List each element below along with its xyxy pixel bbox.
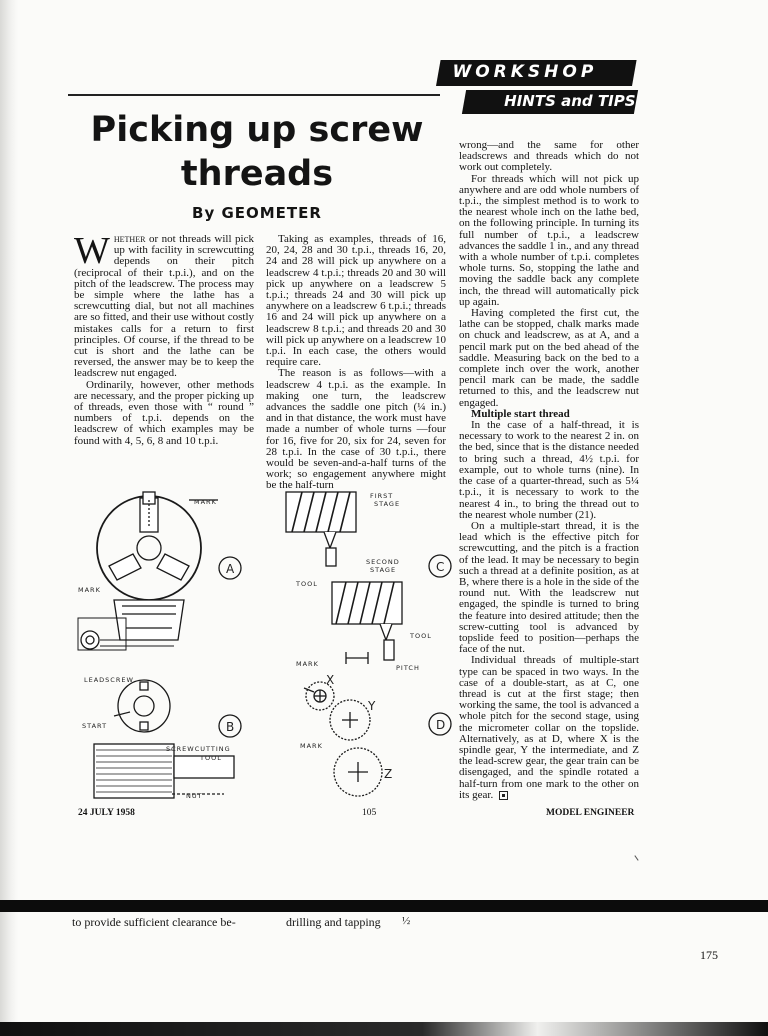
next-page-fragment-3: ½ xyxy=(402,915,411,927)
column-3-paragraph-1: wrong—and the same for other leadscrews and threads which do not work out completely. xyxy=(459,139,639,174)
banner-bottom-text: HINTS and TIPS xyxy=(504,92,636,110)
column-2-paragraph-1: Taking as examples, threads of 16, 20, 24, 28 and 30 t.p.i., threads 16, 20, 24 and 28 will pick up anywhere on a leadscrew 4 t.p.i.; threads 20 and 30 will pick up anywhere on a leadscrew 5 t.p.i.; threads 24 and 30 will pick up anywhere on a leadscrew 6 t.p.i.; threads 16 and 24 will pick up anywhere on a leadscrew 8 t.p.i.; and threads 20 and 30 will pick up anywhere on a leadscrew 10 t.p.i. In each case, the others would require care. xyxy=(266,233,446,369)
label-screwcutting: SCREWCUTTING xyxy=(166,745,231,753)
column-1-paragraph-1-text: or not threads will pick up with facility in screwcutting depends on their pitch (reciprocal of their t.p.i.), and on the pitch of the leadscrew. The process may be simple where the lathe has a screwcutting dial, but not all machines are so fitted, and their use without costly mistakes calls for a return to first principles. Of course, if the thread to be cut is short and the lathe can be reversed, the answer may be to keep the leadscrew nut engaged. xyxy=(74,233,254,380)
thread-stages-drawing xyxy=(286,492,402,664)
label-nut: NUT xyxy=(186,792,203,800)
label-mark-d2: MARK xyxy=(300,742,323,750)
label-tool-c1: TOOL xyxy=(296,580,318,588)
column-3-paragraph-4: In the case of a half-thread, it is necessary to work to the nearest 2 in. on the bed, since that is the distance needed to bring such a thread, 4½ t.p.i. for example, out to whole turns (nine). In the case of a quarter-thread, such as 5¼ t.p.i., it is necessary to work to the nearest 4 in., to bring the thread out to the nearest whole number (21). xyxy=(459,419,639,521)
footer-date: 24 JULY 1958 xyxy=(78,808,135,818)
label-first-stage: STAGE xyxy=(374,500,401,508)
end-mark-icon xyxy=(499,791,508,800)
label-leadscrew: LEADSCREW xyxy=(84,676,134,684)
column-3-paragraph-3: Having completed the first cut, the lathe can be stopped, chalk marks made on chuck and leadscrew, as at A, and a pencil mark put on the bed ahead of the saddle. Measuring back on the bed to a complete inch over the work, another pencil mark can be made, the saddle returned to this, and the leadscrew nut engaged. xyxy=(459,307,639,409)
next-page-fragment-2: drilling and tapping xyxy=(286,915,381,929)
column-1-paragraph-2: Ordinarily, however, other methods are necessary, and the proper picking up of threads, even those with “ round ” numbers of t.p.i. depends on the leadscrew of which examples may be found with 4, 5, 6, 8 and 10 t.p.i. xyxy=(74,378,254,447)
label-first: FIRST xyxy=(370,492,394,500)
scan-edge xyxy=(0,0,18,1036)
label-second-stage: STAGE xyxy=(370,566,397,574)
label-tool-c2: TOOL xyxy=(410,632,432,640)
drop-cap: W xyxy=(74,230,110,272)
subheading-multiple-start: Multiple start thread xyxy=(471,407,570,420)
article-column-3 xyxy=(459,140,639,801)
column-3-paragraph-2: For threads which will not pick up anywhere and are odd whole numbers of t.p.i., the simplest method is to work to the nearest whole inch on the lathe bed, on the following principle. In turning its full number of t.p.i., a leadscrew advances the saddle 1 in., and any thread with a whole number of t.p.i. completes whole turns. So, stopping the lathe and moving the saddle back any complete inch, the thread will automatically pick up again. xyxy=(459,172,639,308)
column-1-paragraph-1 xyxy=(74,230,254,380)
round-nut-drawing xyxy=(94,680,234,798)
illustration xyxy=(74,488,454,808)
article-byline: By GEOMETER xyxy=(192,204,322,222)
label-y: Y xyxy=(368,699,376,713)
footer-page-number: 105 xyxy=(362,808,377,818)
label-z: Z xyxy=(384,767,393,781)
lead-smallcaps: hether xyxy=(113,233,146,245)
article-column-1 xyxy=(74,230,254,447)
article-column-2 xyxy=(266,234,446,492)
section-banner xyxy=(436,60,636,120)
label-pitch: PITCH xyxy=(396,664,420,672)
label-start: START xyxy=(82,722,108,730)
label-x: X xyxy=(326,673,335,687)
label-circle-d: D xyxy=(436,718,446,732)
column-3-paragraph-6-text: Individual threads of multiple-start type can be spaced in two ways. In the case of a double-start, as at C, one thread is cut at the first stage; then working the same, the tool is advanced a whole pitch for the second stage, using the micrometer collar on the topslide. Alternatively, as at D, where X is the spindle gear, Y the intermediate, and Z the lead-screw gear, the gear train can be disengaged, and the spindle rotated a half-turn from one mark to the other on its gear. xyxy=(459,654,639,801)
banner-bottom xyxy=(462,90,638,114)
article-title: Picking up screw threads xyxy=(90,110,424,194)
column-3-paragraph-5: On a multiple-start thread, it is the lead which is the effective pitch for screwcutting, and the pitch is a fraction of the lead. It may be necessary to begin such a thread at a definite position, as at B, where there is a hole in the side of the round nut. With the leadscrew nut engaged, the spindle is turned to bring the feature into desired attitude; then the screw-cutting tool is advanced by topslide feed to position—perhaps the face of the nut. xyxy=(459,519,639,656)
label-circle-c: C xyxy=(436,560,445,574)
page-bottom-band xyxy=(0,1022,768,1036)
label-second: SECOND xyxy=(366,558,400,566)
page-edge-band xyxy=(0,900,768,912)
footer-magazine: MODEL ENGINEER xyxy=(546,808,635,818)
label-mark-left: MARK xyxy=(78,586,101,594)
banner-top-text: WORKSHOP xyxy=(452,62,598,82)
next-page-fragment-1: to provide sufficient clearance be- xyxy=(72,915,236,929)
label-circle-a: A xyxy=(226,562,235,576)
label-circle-b: B xyxy=(226,720,235,734)
column-2-paragraph-2: The reason is as follows—with a leadscrew 4 t.p.i. as the example. In making one turn, the leadscrew advances the saddle one pitch (¼ in.) and in that distance, the work must have made a number of whole turns —four for 16, five for 20, six for 24, seven for 28 t.p.i. In the case of 30 t.p.i., there would be seven-and-a-half turns of the work; so engagement anywhere might be the half-turn xyxy=(266,367,446,492)
stray-mark xyxy=(634,855,638,860)
label-mark-top: MARK xyxy=(194,498,217,506)
label-mark-d1: MARK xyxy=(296,660,319,668)
header-rule xyxy=(68,94,440,96)
label-tool-b: TOOL xyxy=(200,754,222,762)
column-3-paragraph-6 xyxy=(459,655,639,801)
next-page-number: 175 xyxy=(700,948,718,962)
banner-top xyxy=(436,60,637,86)
